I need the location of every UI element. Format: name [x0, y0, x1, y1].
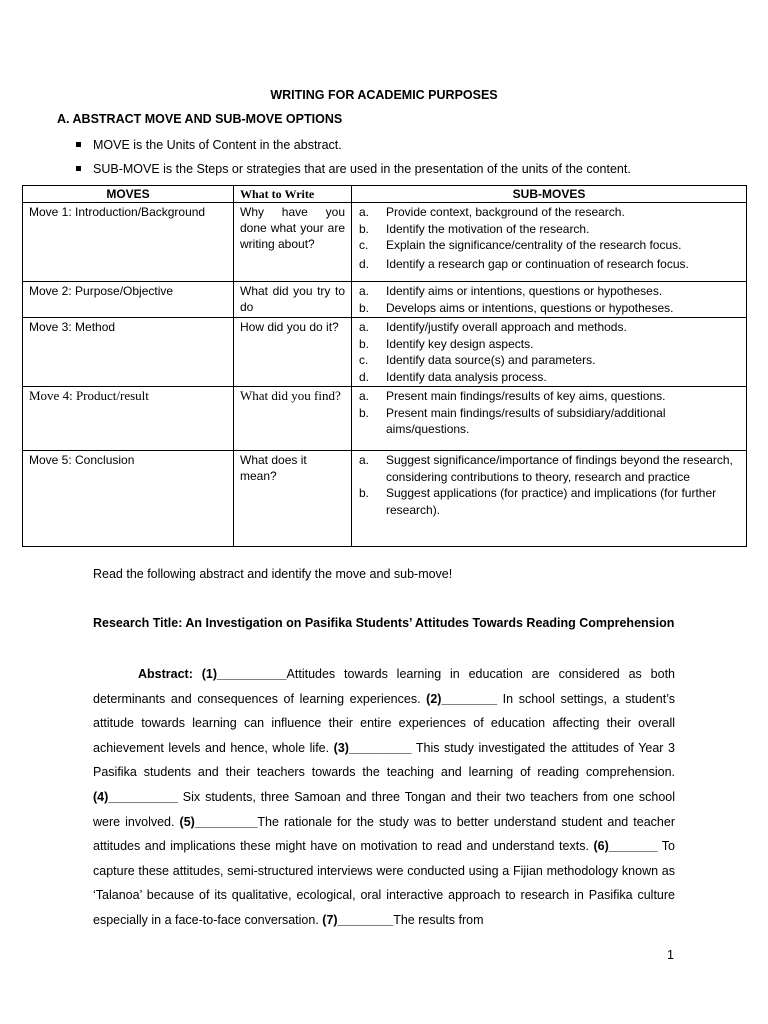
abstract-segment: To capture these attitudes, semi-structured interviews were conducted using a Fijian methodology known as ‘Talanoa’ because of its qualitative, ecological, oral interactive approach to research in Pasifika culture especially in a face-to-face conversation. — [93, 839, 675, 927]
document-title: WRITING FOR ACADEMIC PURPOSES — [270, 88, 498, 102]
abstract-segment: This study investigated the attitudes of Year 3 Pasifika students and their teachers towards the teaching and learning of reading comprehension. — [93, 740, 675, 780]
move-cell: Move 3: Method — [23, 318, 234, 387]
move-cell: Move 4: Product/result — [23, 387, 234, 451]
bullet-move — [76, 138, 342, 152]
blank-1: (1)__________ — [201, 667, 287, 681]
list-item: b. Present main findings/results of subsidiary/additional aims/questions. — [359, 405, 666, 436]
list-item: a. Identify/justify overall approach and methods. — [359, 320, 627, 334]
research-title: Research Title: An Investigation on Pasifika Students’ Attitudes Towards Reading Comprehension — [93, 616, 675, 630]
blank-5: (5)_________ — [179, 814, 258, 829]
bullet-sub-move — [76, 162, 631, 176]
abstract-paragraph — [93, 662, 675, 933]
abstract-segment: The results from — [393, 912, 484, 927]
table-row — [23, 282, 747, 318]
moves-table — [22, 185, 747, 547]
abstract-segment: Attitudes towards learning in education are considered as both determinants and consequences of learning experiences. — [93, 667, 675, 706]
table-row — [23, 203, 747, 282]
list-item: c. Explain the significance/centrality of the research focus. — [359, 238, 682, 252]
page-number: 1 — [667, 948, 674, 962]
table-row — [23, 451, 747, 547]
blank-7: (7)________ — [322, 912, 394, 927]
list-item: d. Identify data analysis process. — [359, 369, 547, 384]
move-cell: Move 2: Purpose/Objective — [23, 282, 234, 318]
list-item: d. Identify a research gap or continuation of research focus. — [359, 256, 689, 271]
bullet-text: SUB-MOVE is the Steps or strategies that are used in the presentation of the units of the content. — [93, 162, 631, 176]
abstract-segment: In school settings, a student’s attitude towards learning can influence their entire experiences of education affecting their overall achievement levels and hence, whole life. — [93, 691, 675, 755]
sub-moves-cell — [352, 451, 747, 547]
list-item: a. Identify aims or intentions, questions or hypotheses. — [359, 284, 663, 298]
abstract-segment: Six students, three Samoan and three Tongan and their two teachers from one school were involved. — [93, 789, 675, 829]
sub-moves-cell — [352, 282, 747, 318]
header-what-to-write: What to Write — [234, 186, 352, 203]
table-row — [23, 318, 747, 387]
question-cell: Why have you done what your are writing about? — [234, 203, 352, 282]
list-item: c. Identify data source(s) and parameters. — [359, 353, 596, 367]
blank-3: (3)_________ — [333, 740, 412, 755]
list-item: a. Provide context, background of the research. — [359, 205, 625, 219]
list-item: a. Present main findings/results of key aims, questions. — [359, 389, 666, 403]
list-item: b. Develops aims or intentions, questions or hypotheses. — [359, 300, 674, 315]
sub-moves-cell — [352, 318, 747, 387]
bullet-square-icon — [76, 166, 81, 171]
move-cell: Move 1: Introduction/Background — [23, 203, 234, 282]
question-cell: What did you find? — [234, 387, 352, 451]
sub-moves-cell — [352, 387, 747, 451]
list-item: a. Suggest significance/importance of findings beyond the research, considering contributions to theory, research and practice — [359, 453, 733, 484]
section-a-heading: A. ABSTRACT MOVE AND SUB-MOVE OPTIONS — [57, 112, 343, 126]
question-cell: What did you try to do — [234, 282, 352, 318]
blank-6: (6)_______ — [593, 839, 658, 854]
question-cell: What does it mean? — [234, 451, 352, 547]
header-moves: MOVES — [23, 186, 234, 203]
list-item: b. Identify key design aspects. — [359, 336, 534, 351]
table-row — [23, 387, 747, 451]
instruction-text: Read the following abstract and identify the move and sub-move! — [93, 567, 453, 581]
list-item: b. Identify the motivation of the research. — [359, 221, 590, 236]
abstract-label: Abstract: — [138, 667, 193, 681]
question-cell: How did you do it? — [234, 318, 352, 387]
blank-2: (2)________ — [426, 691, 498, 706]
list-item: b. Suggest applications (for practice) and implications (for further research). — [359, 486, 717, 517]
bullet-square-icon — [76, 142, 81, 147]
move-cell: Move 5: Conclusion — [23, 451, 234, 547]
blank-4: (4)__________ — [93, 789, 178, 804]
header-sub-moves: SUB-MOVES — [352, 186, 747, 203]
sub-moves-cell — [352, 203, 747, 282]
table-header-row — [23, 186, 747, 203]
abstract-segment: The rationale for the study was to better understand student and teacher attitudes and implications these might have on motivation to read and understand texts. — [93, 814, 675, 854]
bullet-text: MOVE is the Units of Content in the abstract. — [93, 138, 342, 152]
